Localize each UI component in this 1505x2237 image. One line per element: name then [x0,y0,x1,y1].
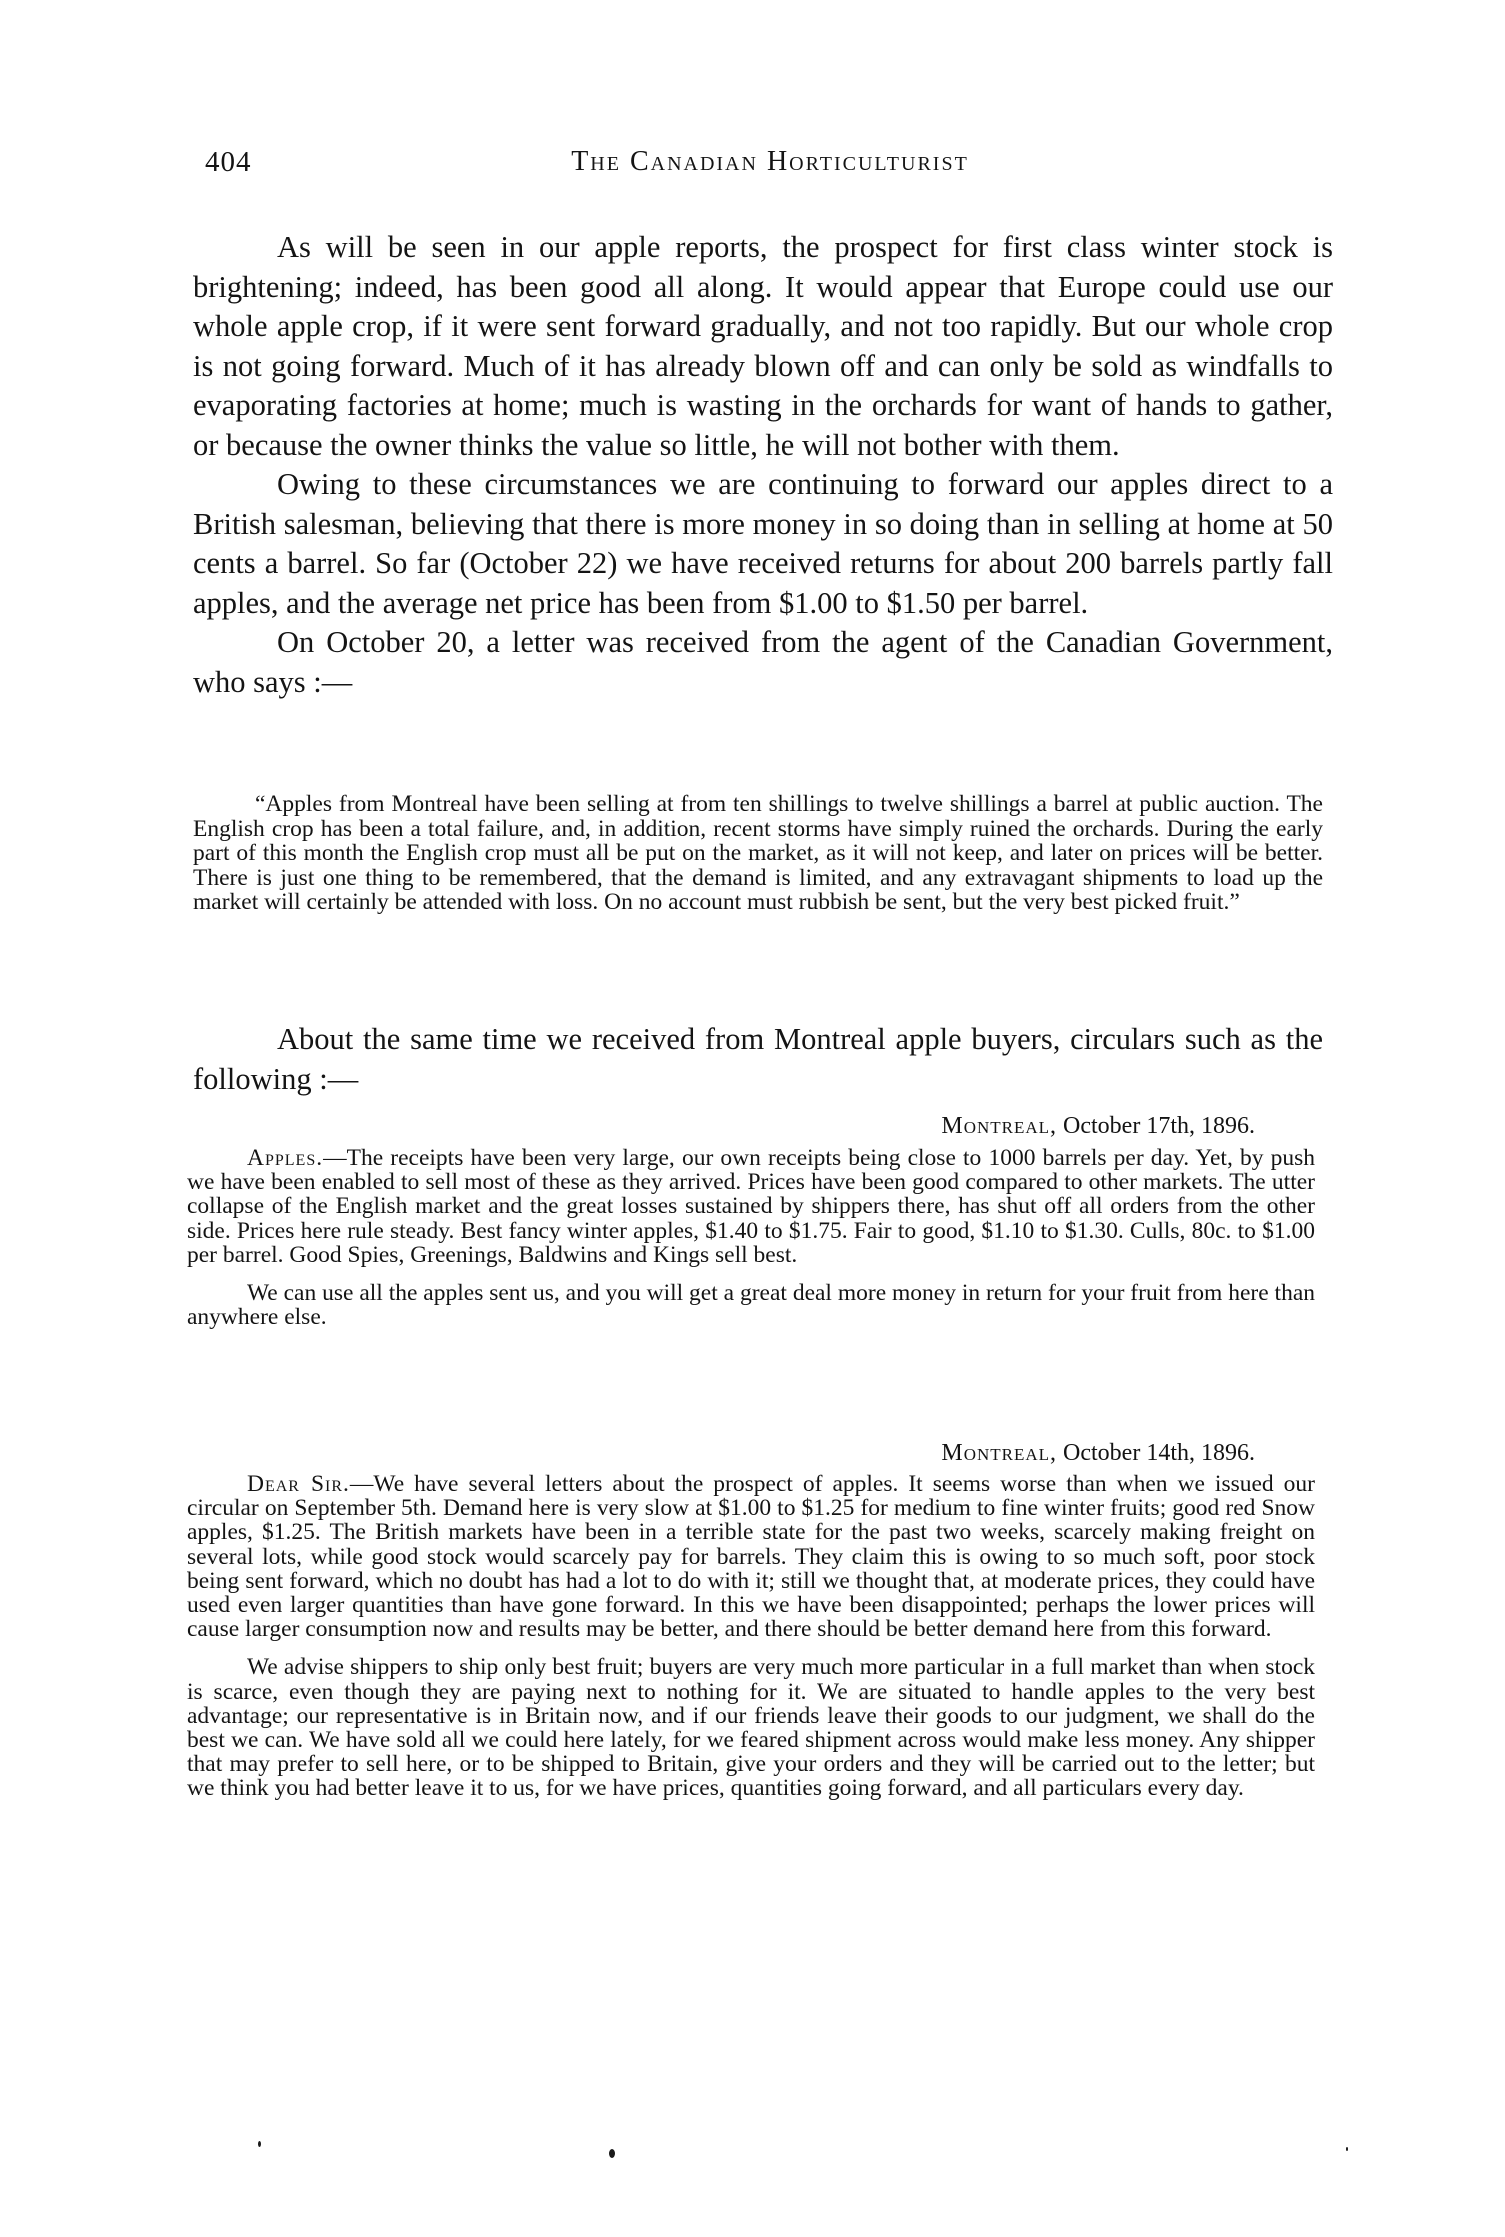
circular-2-date: October 14th, 1896. [1063,1440,1255,1466]
circular-2 [187,1472,1315,1801]
paragraph-apple-prospects: As will be seen in our apple reports, the prospect for first class winter stock is brightening; indeed, has been good all along. It would appear that Europe could use our whole apple crop, if it were sent forward gradually, and not too rapidly. But our whole crop is not going forward. Much of it has already blown off and can only be sold as windfalls to evaporating factories at home; much is wasting in the orchards for want of hands to gather, or because the owner thinks the value so little, he will not bother with them. [193,230,1333,462]
circulars-intro [193,1020,1323,1099]
circular-2-dateline [941,1440,1255,1467]
circular-1-text: —The receipts have been very large, our own receipts being close to 1000 barrels per day. Yet, by push we have been enabled to sell most of these as they arrived. Prices have been good compared to other markets. The utter collapse of the English market and the great losses sustained by shippers there, has shut off all orders from the other side. Prices here rule steady. Best fancy winter apples, $1.40 to $1.75. Fair to good, $1.10 to $1.30. Culls, 80c. to $1.00 per barrel. Good Spies, Greenings, Baldwins and Kings sell best. [187,1145,1315,1268]
paragraph-british-salesman: Owing to these circumstances we are continuing to forward our apples direct to a British salesman, believing that there is more money in so doing than in selling at home at 50 cents a barrel. So far (October 22) we have received returns for about 200 barrels partly fall apples, and the average net price has been from $1.00 to $1.50 per barrel. [193,467,1333,620]
ink-speck [1346,2147,1348,2151]
quote-text: “Apples from Montreal have been selling at from ten shillings to twelve shillings a barrel at public auction. The English crop has been a total failure, and, in addition, recent storms have simply ruined the orchards. During the early part of this month the English crop must all be put on the market, as it will not keep, and later on prices will be better. There is just one thing to be remembered, that the demand is limited, and any extravagant shipments to load up the market will certainly be attended with loss. On no account must rubbish be sent, but the very best picked fruit.” [193,791,1323,915]
running-head [205,146,1335,186]
editorial-text [193,228,1333,702]
circular-1-place: Montreal, [941,1113,1058,1139]
circular-1-dateline [941,1113,1255,1140]
circular-2-paragraph-2: We advise shippers to ship only best fruit; buyers are very much more particular in a full market than when stock is scarce, even though they are paying next to nothing for it. We are situated to handle apples to the very best advantage; our representative is in Britain now, and if our friends leave their goods to our judgment, we shall do the best we can. We have sold all we could here lately, for we feared shipment across would make less money. Any shipper that may prefer to sell here, or to be shipped to Britain, give your orders and they will be carried out to the letter; but we think you had better leave it to us, for we have prices, quantities going forward, and all particulars every day. [187,1654,1315,1802]
page-number: 404 [205,146,252,178]
journal-title: The Canadian Horticulturist [571,146,969,177]
ink-speck [258,2141,261,2147]
circular-2-lead: Dear Sir. [247,1471,350,1497]
paragraph-government-agent: On October 20, a letter was received from the agent of the Canadian Government, who says :— [193,625,1333,699]
intro-text: About the same time we received from Montreal apple buyers, circulars such as the following :— [193,1022,1323,1096]
circular-1-paragraph-2: We can use all the apples sent us, and you will get a great deal more money in return for your fruit from here than anywhere else. [187,1280,1315,1331]
agent-letter-quote [193,792,1323,915]
circular-1-date: October 17th, 1896. [1063,1113,1255,1139]
circular-1 [187,1146,1315,1329]
circular-1-paragraph-1 [187,1146,1315,1267]
ink-speck [609,2149,615,2158]
circular-2-paragraph-1 [187,1472,1315,1641]
circular-1-lead: Apples. [247,1145,324,1171]
circular-2-place: Montreal, [941,1440,1058,1466]
circular-2-text: —We have several letters about the prospect of apples. It seems worse than when we issued our circular on September 5th. Demand here is very slow at $1.00 to $1.25 for medium to fine winter fruits; good red Snow apples, $1.25. The British markets have been in a terrible state for the past two weeks, scarcely making freight on several lots, while good stock would scarcely pay for barrels. They claim this is owing to so much soft, poor stock being sent forward, which no doubt has had a lot to do with it; still we thought that, at moderate prices, they could have used even larger quantities than have gone forward. In this we have been disappointed; perhaps the lower prices will cause larger consumption now and results may be better, and there should be better demand here from this forward. [187,1471,1315,1643]
